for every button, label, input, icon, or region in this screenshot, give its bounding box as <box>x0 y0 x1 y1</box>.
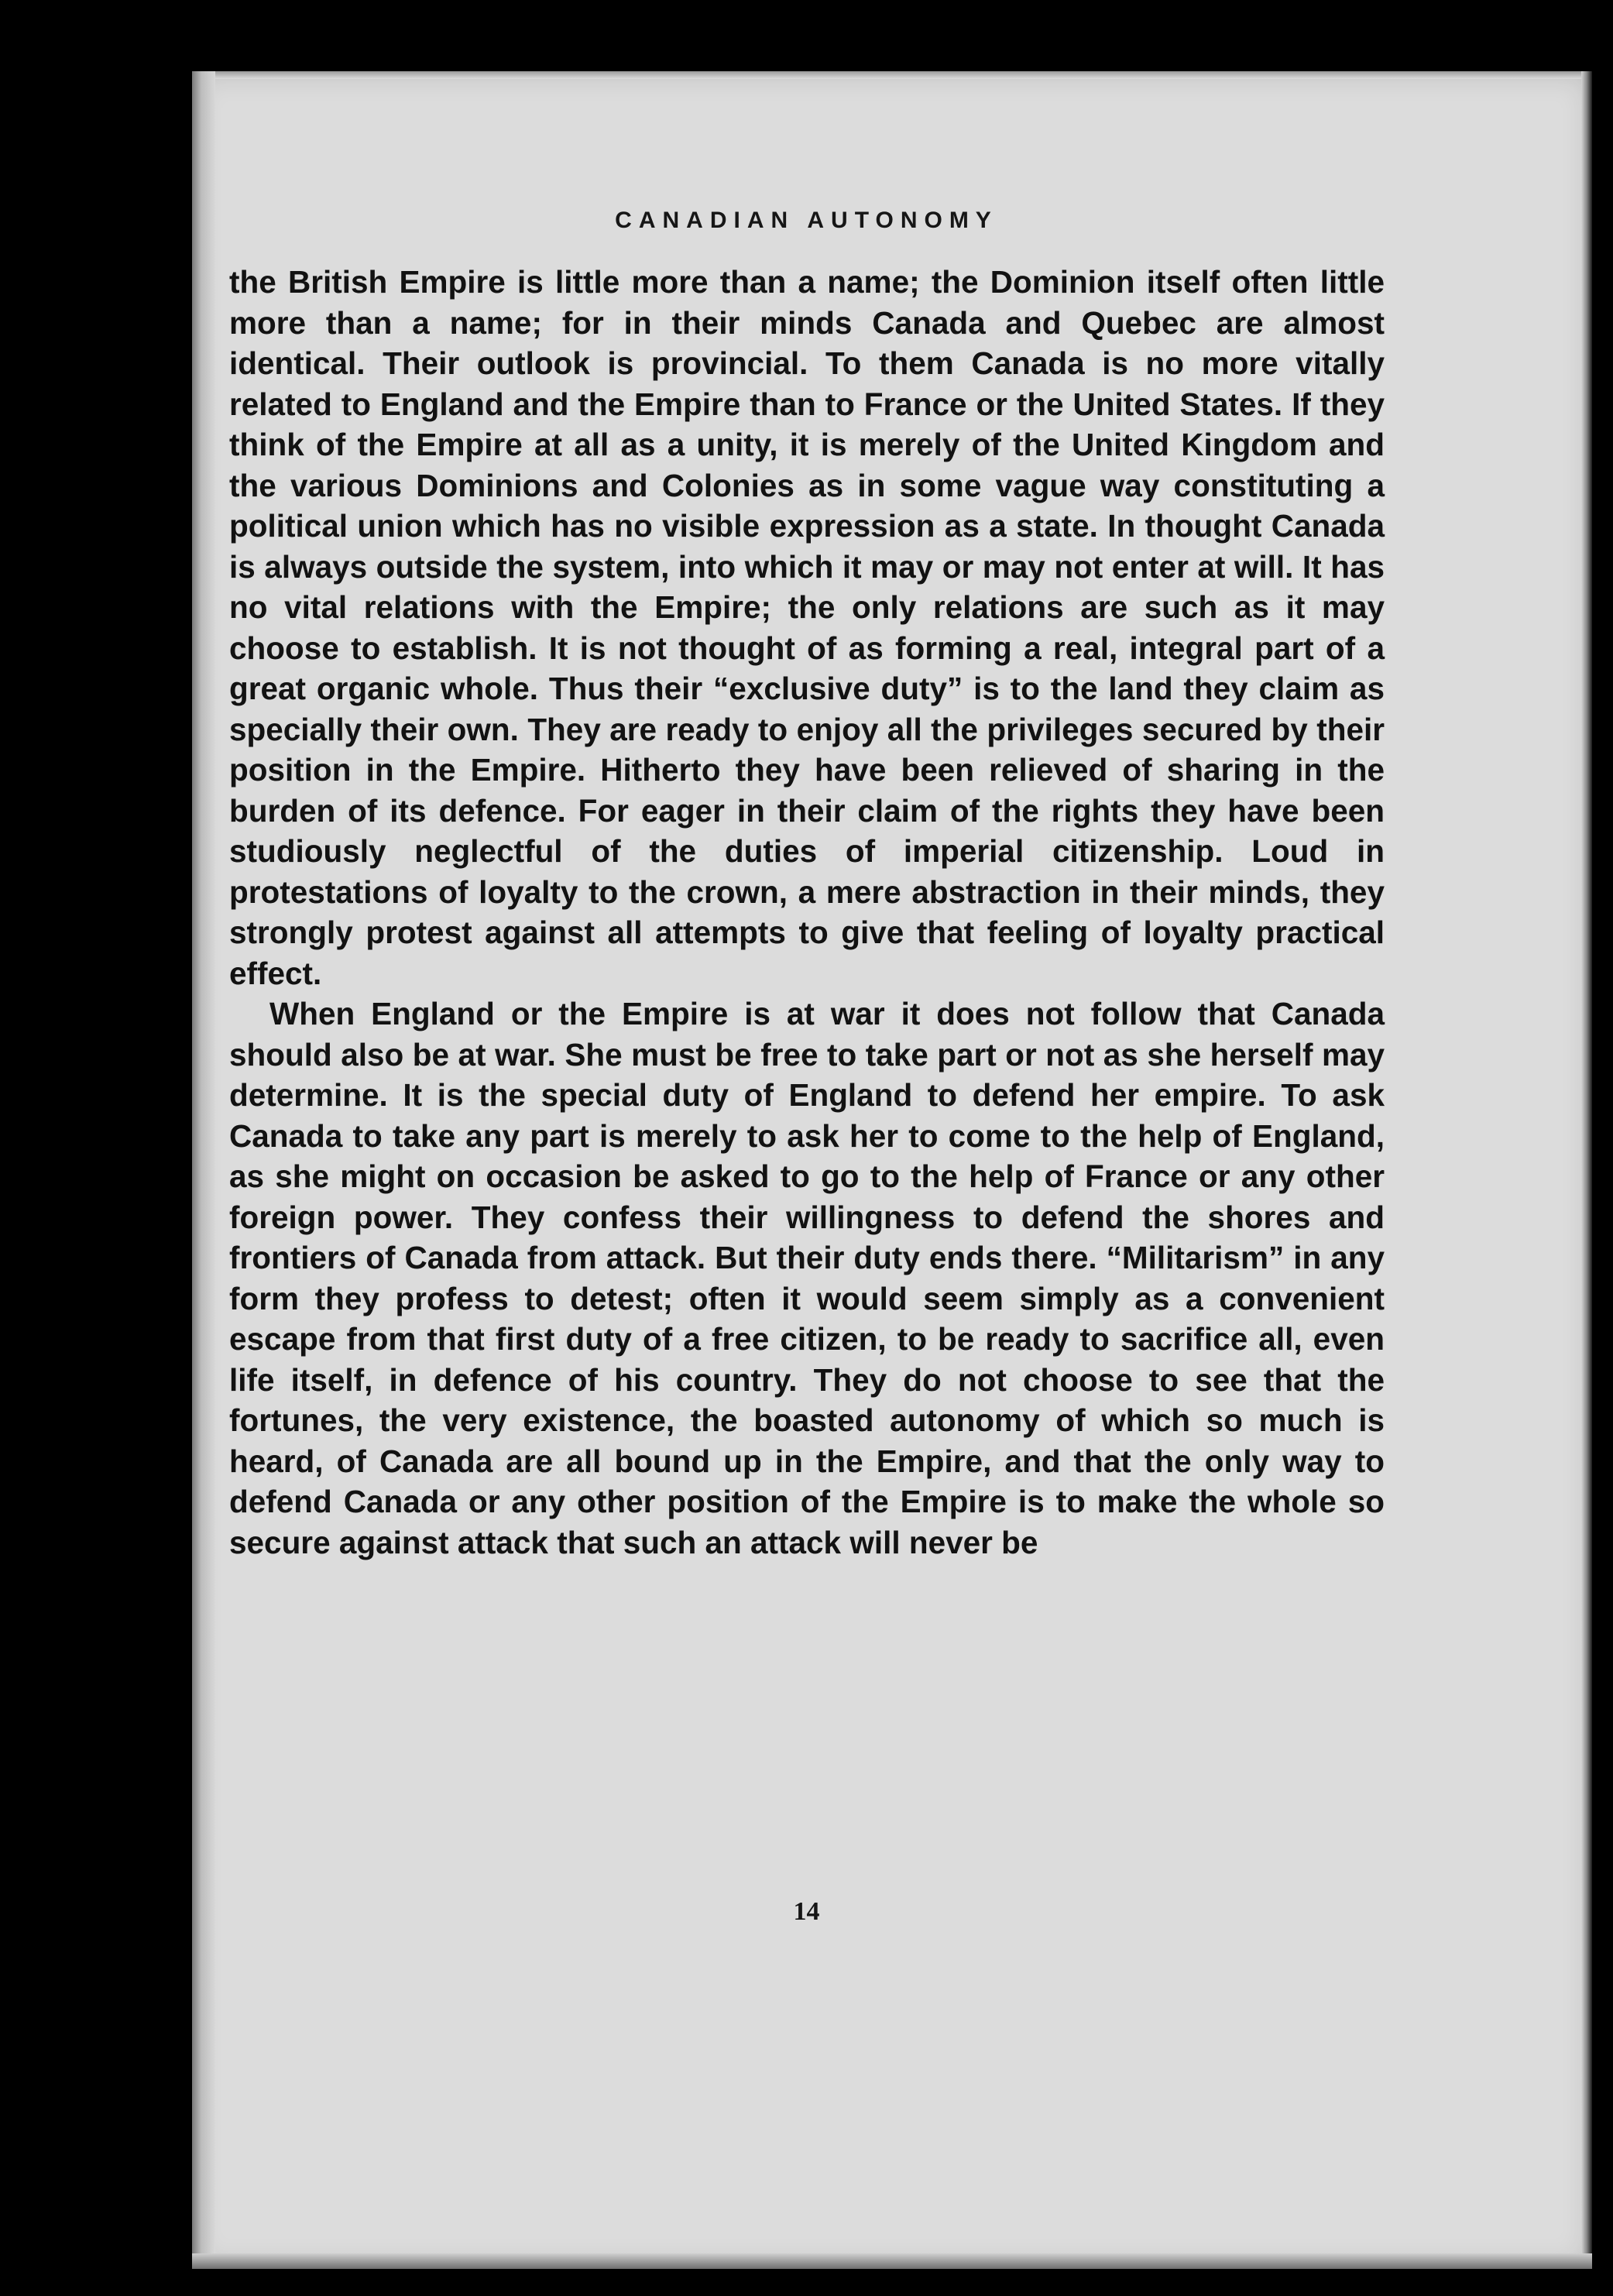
paragraph-continued: the British Empire is little more than a name; the Dominion itself often little more than a name; for in their minds Canada and Quebec are almost identical. Their outlook is provincial. To them Canada is no more vitally related to England and the Empire than to France or the United States. If they think of the Empire at all as a unity, it is merely of the United Kingdom and the various Dominions and Colonies as in some vague way constituting a political union which has no visible expression as a state. In thought Canada is always outside the system, into which it may or may not enter at will. It has no vital relations with the Empire; the only relations are such as it may choose to establish. It is not thought of as forming a real, integral part of a great organic whole. Thus their “exclusive duty” is to the land they claim as specially their own. They are ready to enjoy all the privileges secured by their position in the Empire. Hitherto they have been relieved of sharing in the burden of its defence. For eager in their claim of the rights they have been studiously neglectful of the duties of imperial citizenship. Loud in protestations of loyalty to the crown, a mere abstraction in their minds, they strongly protest against all attempts to give that feeling of loyalty practical effect. <box>229 264 1385 991</box>
body-text <box>229 262 1385 1563</box>
page-number: 14 <box>793 1897 820 1926</box>
page-edge-left <box>192 71 215 2269</box>
page-edge-bottom <box>192 2253 1592 2269</box>
paragraph: When England or the Empire is at war it does not follow that Canada should also be at war. She must be free to take part or not as she herself may determine. It is the special duty of England to defend her empire. To ask Canada to take any part is merely to ask her to come to the help of England, as she might on occasion be asked to go to the help of France or any other foreign power. They confess their willingness to defend the shores and frontiers of Canada from attack. But their duty ends there. “Militarism” in any form they profess to detest; often it would seem simply as a convenient escape from that first duty of a free citizen, to be ready to sacrifice all, even life itself, in defence of his country. They do not choose to see that the fortunes, the very existence, the boasted autonomy of which so much is heard, of Canada are all bound up in the Empire, and that the only way to defend Canada or any other position of the Empire is to make the whole so secure against attack that such an attack will never be <box>229 996 1385 1560</box>
page-edge-right <box>1581 71 1592 2269</box>
running-head: CANADIAN AUTONOMY <box>615 208 998 233</box>
page-edge-top <box>192 71 1592 79</box>
